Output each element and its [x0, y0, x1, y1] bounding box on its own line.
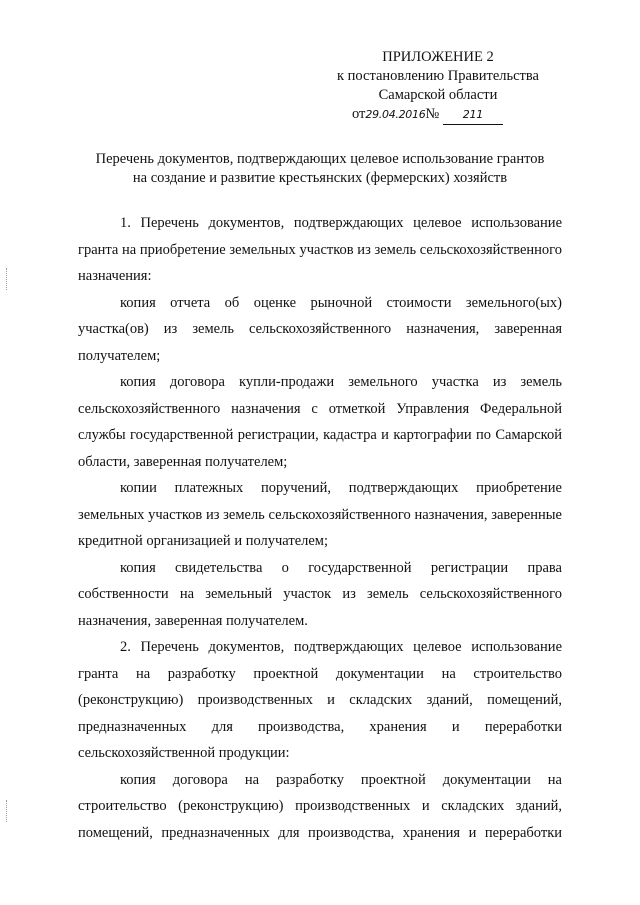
appendix-header [318, 48, 558, 125]
paragraph: копии платежных поручений, подтверждающих приобретение земельных участков из земель сельскохозяйственного назначения, заверенные кредитной организацией и получателем; [78, 480, 562, 549]
number-label: № [425, 106, 440, 122]
appendix-title: ПРИЛОЖЕНИЕ 2 [382, 49, 494, 65]
paragraph: копия договора купли-продажи земельного участка из земель сельскохозяйственного назначения с отметкой Управления Федеральной службы государственной регистрации, кадастра и картографии по Самарской области, заверенная получателем; [78, 374, 562, 470]
scan-margin-mark [6, 268, 8, 290]
paragraph: копия свидетельства о государственной регистрации права собственности на земельный участок из земель сельскохозяйственного назначения, заверенная получателем. [78, 559, 562, 629]
scan-margin-mark [6, 800, 8, 822]
paragraph: 2. Перечень документов, подтверждающих целевое использование гранта на разработку проектной документации на строительство (реконструкцию) производственных и складских зданий, помещений, предназначенных для производства, хранения и переработки сельскохозяйственной продукции: [78, 639, 562, 761]
title-line-2: на создание и развитие крестьянских (фермерских) хозяйств [132, 170, 508, 186]
handwritten-date: 29.04.2016 [365, 108, 426, 121]
region-name: Самарской области [378, 87, 498, 103]
paragraph: 1. Перечень документов, подтверждающих целевое использование гранта на приобретение земельных участков из земель сельскохозяйственного назначения: [78, 215, 562, 284]
document-title [64, 150, 576, 188]
title-line-1: Перечень документов, подтверждающих целевое использование грантов [95, 151, 545, 167]
handwritten-number: 211 [462, 108, 483, 121]
from-label: от [352, 106, 366, 122]
document-body [78, 210, 562, 846]
decree-reference: к постановлению Правительства [337, 68, 539, 84]
paragraph: копия договора на разработку проектной документации на строительство (реконструкцию) производственных и складских зданий, помещений, предназначенных для производства, хранения и переработки [78, 771, 562, 841]
decree-number-field [443, 105, 503, 125]
paragraph: копия отчета об оценке рыночной стоимости земельного(ых) участка(ов) из земель сельскохозяйственного назначения, заверенная получателем; [78, 294, 562, 364]
decree-date-number [318, 105, 558, 125]
